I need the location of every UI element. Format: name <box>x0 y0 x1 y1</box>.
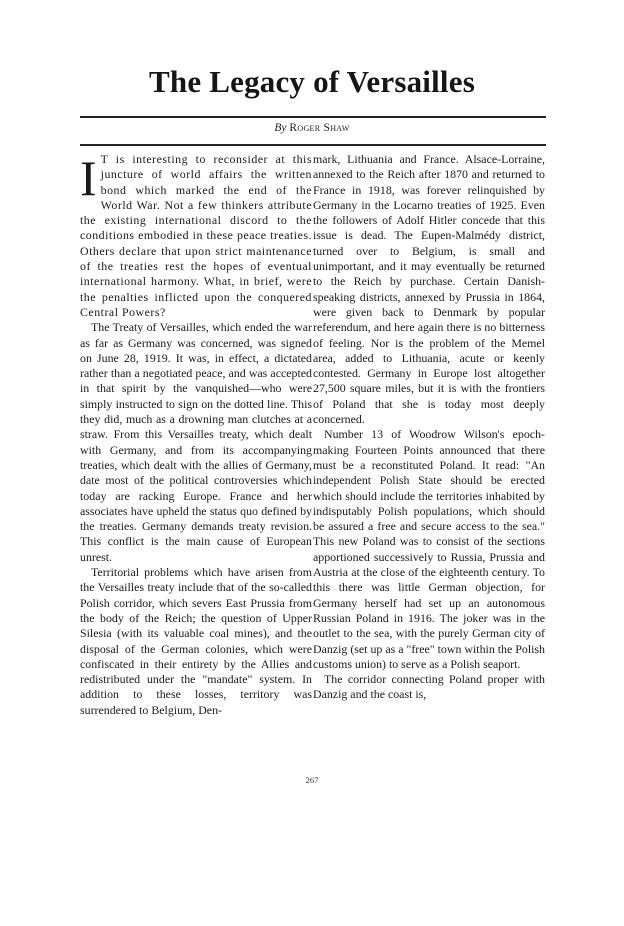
paragraph: The Treaty of Versailles, which ended the war as far as Germany was concerned, was signed on June 28, 1919. It was, in effect, a dictated rather than a negotiated peace, and was accepted in that spirit by the vanquished—who were simply instructed to sign on the dotted line. This they did, much as a drowning man clutches at a straw. From this Versailles treaty, which dealt with Germany, and from its accompanying treaties, which dealt with the allies of Germany, date most of the political controversies which today are racking Europe. France and her associates have upheld the status quo defined by the treaties. Germany demands treaty revision. This conflict is the main cause of European unrest. <box>80 320 312 564</box>
title-rule-top <box>80 116 546 118</box>
byline <box>0 122 624 134</box>
column-right <box>313 152 545 703</box>
author-name: Roger Shaw <box>289 122 350 134</box>
paragraph: The corridor connecting Poland proper with Danzig and the coast is, <box>313 672 545 702</box>
paragraph: Territorial problems which have arisen from the Versailles treaty include that of the so-called Polish corridor, which severs East Prussia from the body of the Reich; the question of Upper Silesia (with its valuable coal mines), and the disposal of the German colonies, which were confiscated in their entirety by the Allies and redistributed under the "mandate" system. In addition to these losses, territory was surrendered to Belgium, Den- <box>80 565 312 717</box>
drop-cap: I <box>80 150 97 206</box>
paragraph: mark, Lithuania and France. Alsace-Lorraine, annexed to the Reich after 1870 and returned to France in 1918, was forever relinquished by Germany in the Locarno treaties of 1925. Even the followers of Adolf Hitler concede that this issue is dead. The Eupen-Malmédy district, turned over to Belgium, is small and unimportant, and it may eventually be returned to the Reich by purchase. Certain Danish-speaking districts, annexed by Prussia in 1864, were given back to Denmark by popular referendum, and here again there is no bitterness of feeling. Nor is the problem of the Memel area, added to Lithuania, acute or keenly contested. Germany in Europe lost altogether 27,500 square miles, but it is with the frontiers of Poland that she is today most deeply concerned. <box>313 152 545 427</box>
byline-prefix: By <box>274 122 287 134</box>
article-title: The Legacy of Versailles <box>149 64 475 99</box>
title-rule-bottom <box>80 144 546 146</box>
paragraph: Number 13 of Woodrow Wilson's epoch-making Fourteen Points announced that there must be a reconstituted Poland. It read: "An independent Polish State should be erected which should include the territories inhabited by indisputably Polish populations, which should be assured a free and secure access to the sea." This new Poland was to consist of the sections apportioned successively to Russia, Prussia and Austria at the close of the eighteenth century. To this there was little German objection, for Germany herself had set up an autonomous Russian Poland in 1916. The joker was in the outlet to the sea, with the purely German city of Danzig (set up as a "free" town within the Polish customs union) to serve as a Polish seaport. <box>313 427 545 671</box>
paragraph <box>80 152 312 320</box>
column-left <box>80 152 312 718</box>
paragraph-text: T is interesting to reconsider at this juncture of world affairs the written bond which marked the end of the World War. Not a few thinkers attribute the existing international discord to the conditions embodied in these peace treaties. Others declare that upon strict maintenance of the treaties rest the hopes of eventual international harmony. What, in brief, were the penalties inflicted upon the conquered Central Powers? <box>80 152 312 319</box>
page-number: 267 <box>305 775 319 785</box>
